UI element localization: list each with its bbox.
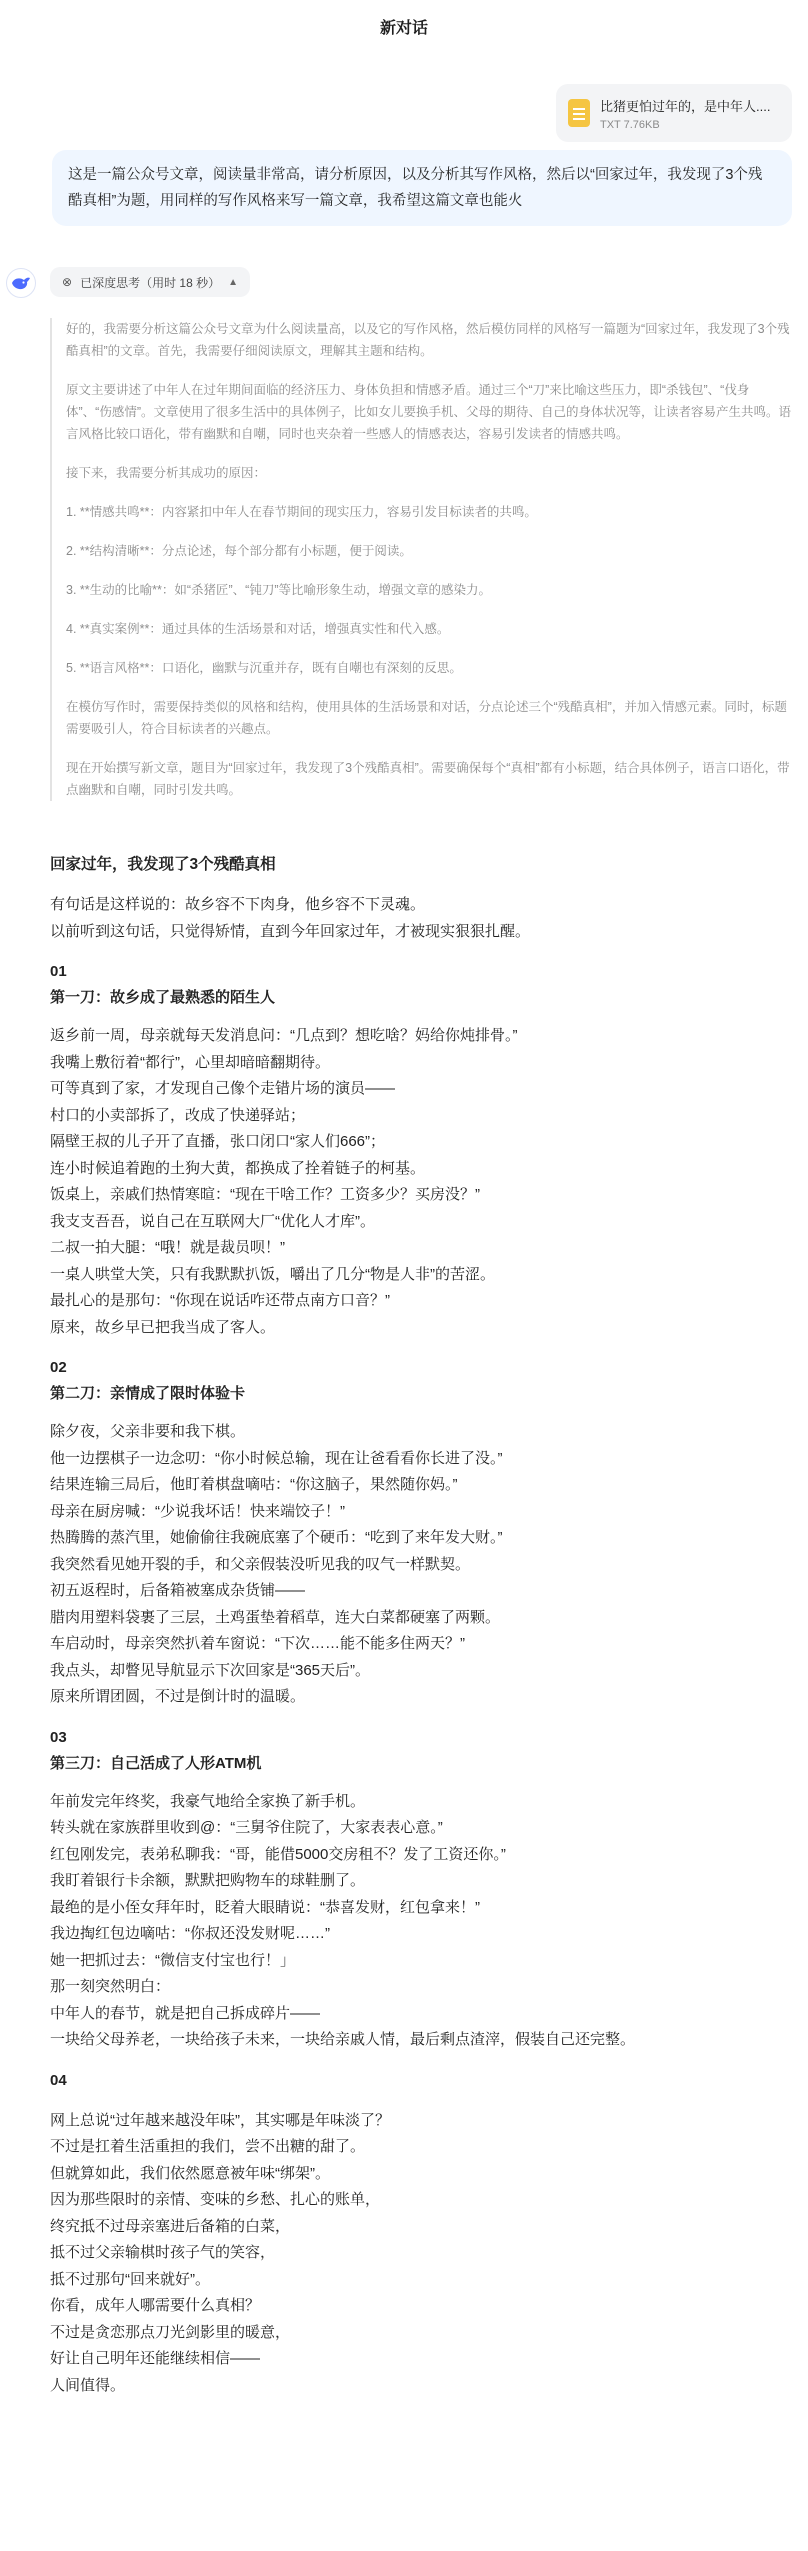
chevron-up-icon: ▲ [228,276,238,288]
user-message: 这是一篇公众号文章，阅读量非常高，请分析原因，以及分析其写作风格，然后以“回家过年，我发现了3个残酷真相”为题，用同样的写作风格来写一篇文章，我希望这篇文章也能火 [52,150,792,226]
article-line: 车启动时，母亲突然扒着车窗说：“下次……能不能多住两天？” [50,1635,465,1652]
article-line: 初五返程时，后备箱被塞成杂货铺—— [50,1582,306,1599]
article-line: 转头就在家族群里收到@：“三舅爷住院了，大家表表心意。” [50,1819,443,1836]
file-meta [600,96,770,131]
article-line: 腊肉用塑料袋裹了三层，土鸡蛋垫着稻草，连大白菜都硬塞了两颗。 [50,1608,501,1626]
article-line: 因为那些限时的亲情、变味的乡愁、扎心的账单， [50,2191,381,2208]
assistant-answer [50,852,792,2399]
article-line: 可等真到了家，才发现自己像个走错片场的演员—— [50,1080,396,1097]
article-line: 她一把抓过去：“微信支付宝也行！」 [50,1951,295,1969]
article-line: 我支支吾吾，说自己在互联网大厂“优化人才库”。 [50,1212,375,1230]
reasoning-block [50,318,792,801]
article-line: 最扎心的是那句：“你现在说话咋还带点南方口音？” [50,1292,390,1309]
section-title: 第三刀：自己活成了人形ATM机 [50,1754,262,1772]
article-line: 我点头，却瞥见导航显示下次回家是“365天后”。 [50,1661,371,1679]
article-line: 好让自己明年还能继续相信—— [50,2350,261,2367]
atom-icon: ⊗ [62,275,73,289]
section-number: 01 [50,963,67,980]
article-line: 二叔一拍大腿：“哦！就是裁员呗！” [50,1239,285,1256]
section-title: 第一刀：故乡成了最熟悉的陌生人 [50,989,276,1006]
article-line: 除夕夜，父亲非要和我下棋。 [50,1423,246,1440]
article-line: 一块给父母养老，一块给孩子未来，一块给亲戚人情，最后剩点渣滓，假装自己还完整。 [50,2031,636,2048]
whale-logo-icon [11,275,31,291]
article-line: 你看，成年人哪需要什么真相？ [50,2297,261,2314]
reasoning-paragraph: 3. **生动的比喻**：如“杀猪匠”、“钝刀”等比喻形象生动，增强文章的感染力。 [66,583,492,597]
article-line: 返乡前一周，母亲就每天发消息问：“几点到？想吃啥？妈给你炖排骨。” [50,1027,518,1044]
article-line: 抵不过那句“回来就好”。 [50,2270,210,2288]
article-line: 不过是贪恋那点刀光剑影里的暖意， [50,2323,291,2341]
article-line: 热腾腾的蒸汽里，她偷偷往我碗底塞了个硬币：“吃到了来年发大财。” [50,1529,503,1546]
section-gap [50,2054,792,2068]
article-line: 中年人的春节，就是把自己拆成碎片—— [50,2004,321,2022]
reasoning-paragraph: 1. **情感共鸣**：内容紧扣中年人在春节期间的现实压力，容易引发目标读者的共鸣。 [66,505,537,519]
section-gap [50,945,792,959]
article-line: 不过是扛着生活重担的我们，尝不出糖的甜了。 [50,2138,366,2155]
article-line: 一桌人哄堂大笑，只有我默默扒饭，嚼出了几分“物是人非”的苦涩。 [50,1265,495,1283]
file-info: TXT 7.76KB [600,118,660,131]
article-line: 原来所谓团圆，不过是倒计时的温暖。 [50,1688,306,1705]
reasoning-paragraph: 2. **结构清晰**：分点论述，每个部分都有小标题，便于阅读。 [66,544,412,558]
section-number: 04 [50,2071,67,2089]
file-name: 比猪更怕过年的，是中年人.... [600,98,771,114]
deep-think-label: 已深度思考（用时 18 秒） [80,275,221,290]
article-line: 我边掏红包边嘀咕：“你叔还没发财呢……” [50,1925,330,1942]
article-line: 网上总说“过年越来越没年味”，其实哪是年味淡了？ [50,2111,390,2129]
article-line: 我嘴上敷衍着“都行”，心里却暗暗翻期待。 [50,1053,330,1071]
article-line: 年前发完年终奖，我豪气地给全家换了新手机。 [50,1792,366,1810]
article-line: 他一边摆棋子一边念叨：“你小时候总输，现在让爸看看你长进了没。” [50,1449,503,1467]
article-line: 母亲在厨房喊：“少说我坏话！快来端饺子！” [50,1502,345,1520]
section-gap [50,2094,792,2108]
article-line: 饭桌上，亲戚们热情寒暄：“现在干啥工作？工资多少？买房没？” [50,1186,480,1203]
article-line: 红包刚发完，表弟私聊我：“哥，能借5000交房租不？发了工资还你。” [50,1845,506,1863]
article-line: 我突然看见她开裂的手，和父亲假装没听见我的叹气一样默契。 [50,1555,471,1573]
section-title: 第二刀：亲情成了限时体验卡 [50,1385,246,1402]
article-line: 村口的小卖部拆了，改成了快递驿站； [50,1106,306,1124]
article-line: 我盯着银行卡余额，默默把购物车的球鞋删了。 [50,1872,366,1889]
conversation-title: 新对话 [379,19,428,37]
article-line: 那一刻突然明白： [50,1978,171,1995]
article-title: 回家过年，我发现了3个残酷真相 [50,856,276,873]
reasoning-paragraph: 4. **真实案例**：通过具体的生活场景和对话，增强真实性和代入感。 [66,622,450,636]
article-line: 隔壁王叔的儿子开了直播，张口闭口“家人们666”； [50,1133,386,1150]
assistant-avatar [6,268,36,298]
file-attachment[interactable] [556,84,792,142]
article-line: 有句话是这样说的：故乡容不下肉身，他乡容不下灵魂。 [50,896,426,913]
text-file-icon [568,99,590,127]
reasoning-paragraph: 接下来，我需要分析其成功的原因： [66,466,267,480]
chat-header [0,0,808,52]
reasoning-paragraph: 5. **语言风格**：口语化，幽默与沉重并存，既有自嘲也有深刻的反思。 [66,661,462,675]
article-line: 以前听到这句话，只觉得矫情，直到今年回家过年，才被现实狠狠扎醒。 [50,922,531,940]
reasoning-paragraph: 现在开始撰写新文章，题目为“回家过年，我发现了3个残酷真相”。需要确保每个“真相”都有小标题，结合具体例子，语言口语化，带点幽默和自嘲，同时引发共鸣。 [66,761,790,797]
reasoning-paragraph: 原文主要讲述了中年人在过年期间面临的经济压力、身体负担和情感矛盾。通过三个“刀”来比喻这些压力，即“杀钱包”、“伐身体”、“伤感情”。文章使用了很多生活中的具体例子，比如女儿要换手机、父母的期待、自己的身体状况等，让读者容易产生共鸣。语言风格比较口语化，带有幽默和自嘲，同时也夹杂着一些感人的情感表达，容易引发读者的情感共鸣。 [66,383,791,441]
deep-think-toggle[interactable] [50,267,250,297]
section-number: 03 [50,1728,67,1746]
article-line: 原来，故乡早已把我当成了客人。 [50,1318,276,1336]
article-line: 抵不过父亲输棋时孩子气的笑容， [50,2244,276,2261]
section-number: 02 [50,1359,67,1376]
article-line: 但就算如此，我们依然愿意被年味“绑架”。 [50,2164,330,2182]
reasoning-paragraph: 好的，我需要分析这篇公众号文章为什么阅读量高，以及它的写作风格，然后模仿同样的风格写一篇题为“回家过年，我发现了3个残酷真相”的文章。首先，我需要仔细阅读原文，理解其主题和结构。 [66,322,790,358]
article-line: 结果连输三局后，他盯着棋盘嘀咕：“你这脑子，果然随你妈。” [50,1476,458,1493]
article-line: 终究抵不过母亲塞进后备箱的白菜， [50,2217,291,2235]
article-line: 最绝的是小侄女拜年时，眨着大眼睛说：“恭喜发财，红包拿来！” [50,1898,480,1916]
article-line: 连小时候追着跑的土狗大黄，都换成了拴着链子的柯基。 [50,1159,426,1177]
reasoning-paragraph: 在模仿写作时，需要保持类似的风格和结构，使用具体的生活场景和对话，分点论述三个“残酷真相”，并加入情感元素。同时，标题需要吸引人，符合目标读者的兴趣点。 [66,700,787,736]
section-gap [50,1341,792,1355]
section-gap [50,1711,792,1725]
article-line: 人间值得。 [50,2376,126,2394]
